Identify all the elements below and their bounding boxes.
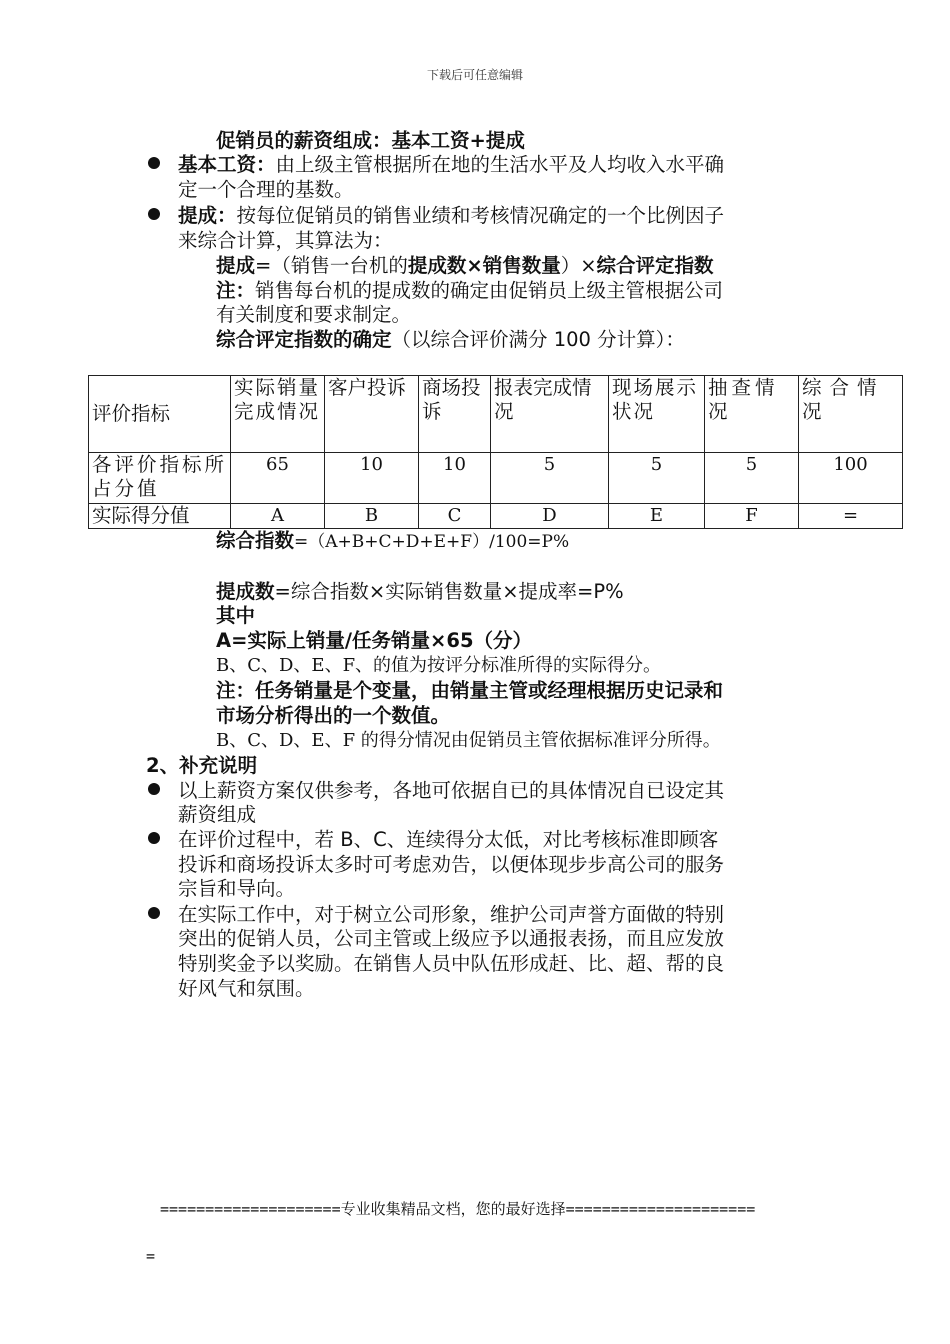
table-header-cell: 商场投诉 — [419, 376, 491, 453]
page-header: 下载后可任意编辑 — [426, 68, 523, 82]
table-cell: 65 — [231, 453, 325, 504]
table-cell: E — [609, 504, 705, 529]
formula-part: 提成 — [216, 254, 256, 277]
table-cell: 100 — [799, 453, 903, 504]
table-cell: 5 — [491, 453, 609, 504]
commission-count-label: 提成数 — [216, 580, 275, 603]
eval-title-bold: 综合评定指数的确定 — [216, 328, 392, 351]
bullet-icon — [148, 157, 160, 169]
note-1 — [216, 279, 723, 303]
table-cell: 5 — [609, 453, 705, 504]
bcdef-text-2: B、C、D、E、F 的得分情况由促销员主管依据标准评分所得。 — [216, 730, 721, 751]
formula-part: ）× — [560, 254, 597, 277]
supp-2-line-1: 在评价过程中，若 B、C、连续得分太低，对比考核标准即顾客 — [178, 828, 719, 851]
table-cell: 5 — [705, 453, 799, 504]
salary-title: 促销员的薪资组成：基本工资+提成 — [216, 129, 525, 152]
qizhong: 其中 — [216, 604, 256, 627]
table-header-cell: 现场展示状况 — [609, 376, 705, 453]
eval-title — [216, 328, 685, 352]
note-text: 销售每台机的提成数的确定由促销员上级主管根据公司 — [255, 279, 724, 302]
note-2-line-2: 市场分析得出的一个数值。 — [216, 704, 451, 727]
base-salary-label: 基本工资： — [178, 153, 276, 176]
table-header-cell: 实际销量完成情况 — [231, 376, 325, 453]
table-cell: D — [491, 504, 609, 529]
table-row — [89, 453, 903, 504]
table-cell: 10 — [325, 453, 419, 504]
commission-formula — [216, 254, 714, 278]
bullet-icon — [148, 907, 160, 919]
supp-1-line-1: 以上薪资方案仅供参考，各地可依据自已的具体情况自已设定其 — [178, 779, 725, 802]
table-cell: 10 — [419, 453, 491, 504]
table-header-cell: 报表完成情况 — [491, 376, 609, 453]
table-header-cell: 评价指标 — [89, 376, 231, 453]
commission-label: 提成： — [178, 204, 237, 227]
formula-part: 提成数×销售数量 — [407, 254, 561, 277]
table-cell: = — [799, 504, 903, 529]
supp-3-line-1: 在实际工作中，对于树立公司形象，维护公司声誉方面做的特别 — [178, 903, 725, 926]
supp-2-line-2: 投诉和商场投诉太多时可考虑劝告，以便体现步步高公司的服务 — [178, 853, 725, 876]
page-footer-tail: = — [146, 1247, 156, 1265]
commission-text-2: 来综合计算，其算法为： — [178, 229, 393, 252]
commission-text: 按每位促销员的销售业绩和考核情况确定的一个比例因子 — [236, 204, 725, 227]
bullet-icon — [148, 208, 160, 220]
table-row — [89, 504, 903, 529]
bullet-commission — [178, 204, 724, 228]
bcdef-text: B、C、D、E、F、的值为按评分标准所得的实际得分。 — [216, 655, 662, 676]
table-cell: 各评价指标所占分值 — [89, 453, 231, 504]
note-label: 注： — [216, 279, 256, 302]
supp-2-line-3: 宗旨和导向。 — [178, 877, 296, 900]
table-header-row — [89, 376, 903, 453]
supp-1-line-2: 薪资组成 — [178, 803, 257, 826]
commission-count — [216, 580, 624, 604]
table-cell: F — [705, 504, 799, 529]
score-table — [88, 375, 903, 529]
table-header-cell: 抽查情况 — [705, 376, 799, 453]
bullet-icon — [148, 832, 160, 844]
supp-3-line-3: 特别奖金予以奖励。在销售人员中队伍形成赶、比、超、帮的良 — [178, 952, 725, 975]
note-2-line-1: 注：任务销量是个变量，由销量主管或经理根据历史记录和 — [216, 679, 724, 702]
table-cell: B — [325, 504, 419, 529]
formula-part: 综合评定指数 — [596, 254, 714, 277]
bullet-icon — [148, 783, 160, 795]
supp-3-line-4: 好风气和氛围。 — [178, 977, 315, 1000]
composite-text: =（A+B+C+D+E+F）/100=P% — [294, 532, 570, 552]
section-2-heading: 2、补充说明 — [146, 754, 258, 777]
table-cell: C — [419, 504, 491, 529]
table-cell: 实际得分值 — [89, 504, 231, 529]
commission-count-text: =综合指数×实际销售数量×提成率=P% — [274, 580, 624, 603]
eval-title-rest: （以综合评价满分 100 分计算）： — [391, 328, 685, 351]
note-1-line-2: 有关制度和要求制定。 — [216, 303, 412, 326]
page-footer: ====================专业收集精品文档，您的最好选择===================== — [160, 1200, 756, 1218]
bullet-base-salary — [178, 153, 724, 177]
base-salary-text-2: 定一个合理的基数。 — [178, 178, 354, 201]
composite-label: 综合指数 — [216, 529, 295, 552]
base-salary-text: 由上级主管根据所在地的生活水平及人均收入水平确 — [275, 153, 725, 176]
composite-index — [216, 529, 569, 554]
table-header-cell: 综合情况 — [799, 376, 903, 453]
table-header-cell: 客户投诉 — [325, 376, 419, 453]
a-formula: A=实际上销量/任务销量×65（分） — [216, 629, 533, 652]
supp-3-line-2: 突出的促销人员，公司主管或上级应予以通报表扬，而且应发放 — [178, 927, 725, 950]
table-cell: A — [231, 504, 325, 529]
formula-part: =（销售一台机的 — [255, 254, 408, 277]
